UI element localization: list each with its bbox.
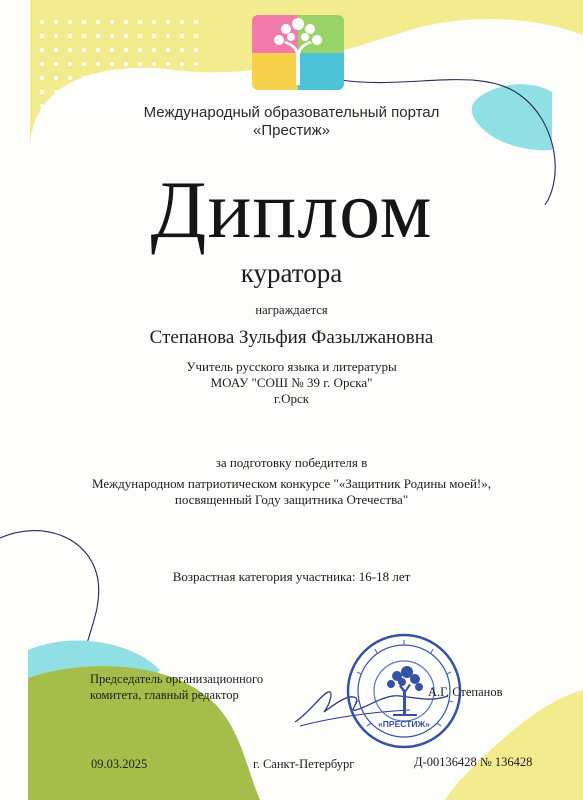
portal-name-line1: Международный образовательный портал — [143, 104, 440, 121]
signer-name: А.Г. Степанов — [428, 685, 503, 699]
for-line: за подготовку победителя в — [215, 455, 368, 470]
recipient-name: Степанова Зульфия Фазылжановна — [149, 327, 434, 348]
signer-role-line2: комитета, главный редактор — [90, 688, 239, 702]
portal-logo — [252, 15, 344, 90]
yellow-wave-bottom — [445, 690, 583, 800]
signer-role-line1: Председатель организационного — [90, 672, 264, 686]
awarded-label: награждается — [255, 303, 328, 317]
contest-line-1: Международном патриотическом конкурсе "«Защитник Родины моей!», — [92, 476, 491, 491]
diploma-title: Диплом — [150, 164, 433, 255]
diploma-number: Д-00136428 № 136428 — [414, 755, 533, 769]
issue-date: 09.03.2025 — [91, 757, 148, 771]
recipient-school: МОАУ "СОШ № 39 г. Орска" — [210, 375, 373, 390]
portal-name-line2: «Престиж» — [253, 122, 330, 139]
diploma-subtitle: куратора — [240, 258, 343, 288]
stamp-center-text: «ПРЕСТИЖ» — [378, 719, 430, 729]
portal-name — [0, 104, 583, 140]
recipient-city: г.Орск — [273, 391, 310, 406]
issue-city: г. Санкт-Петербург — [253, 757, 355, 771]
recipient-position: Учитель русского языка и литературы — [186, 359, 397, 374]
age-category: Возрастная категория участника: 16-18 лет — [172, 569, 411, 584]
contest-line-2: посвященный Году защитника Отечества" — [174, 492, 409, 507]
